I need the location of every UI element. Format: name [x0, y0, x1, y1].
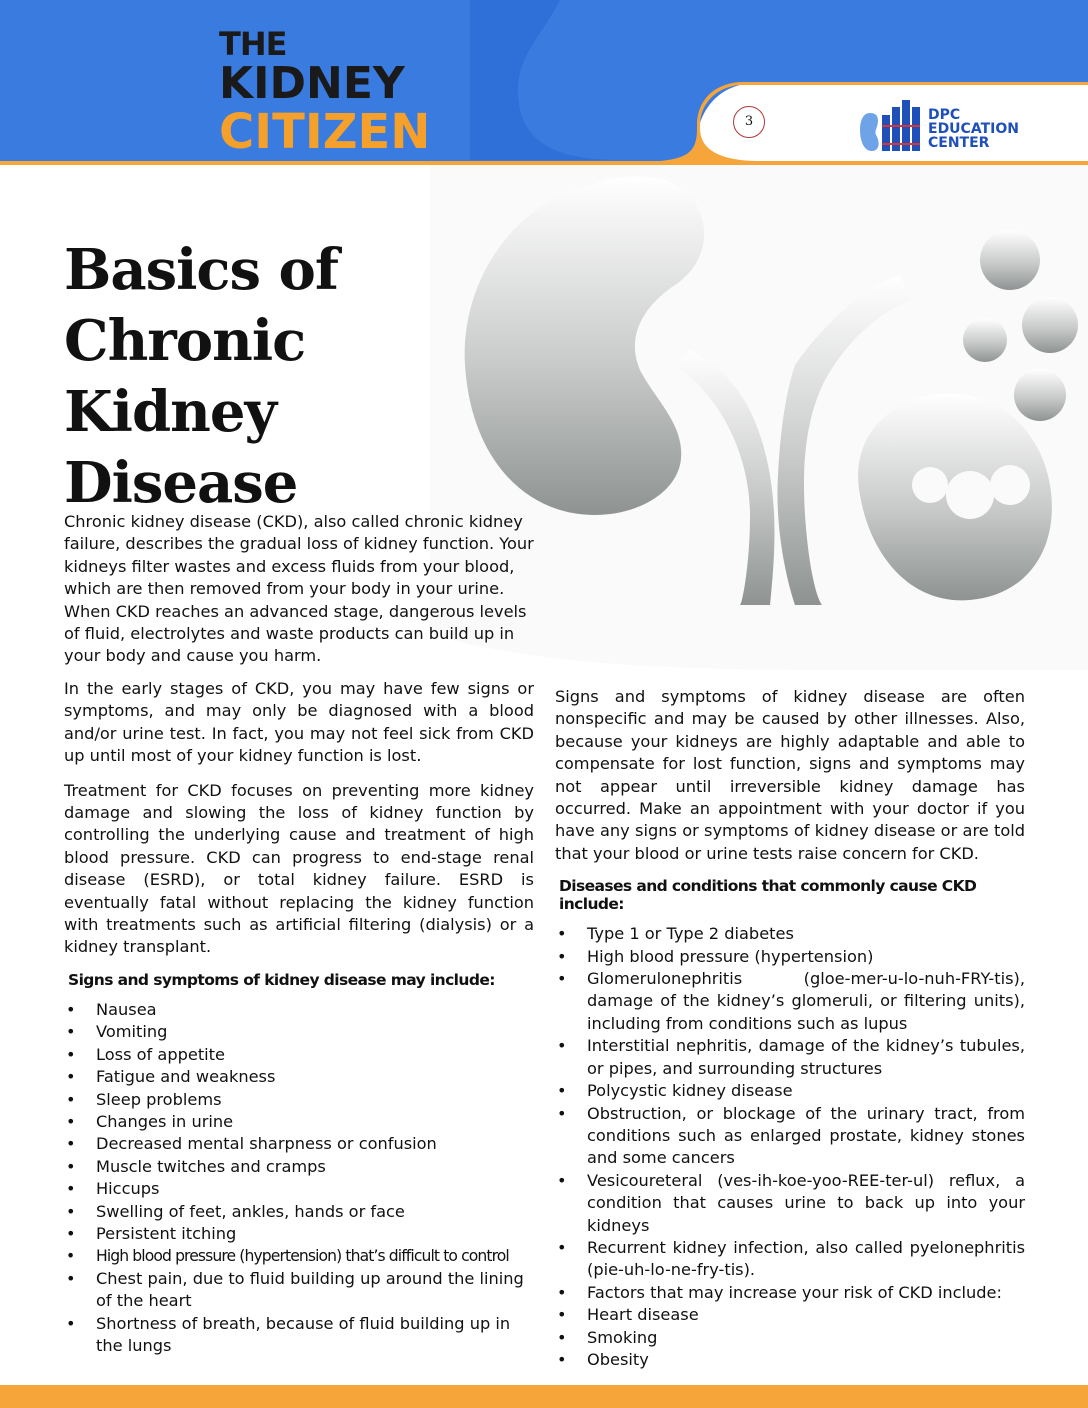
- list-item: • Changes in urine: [64, 1111, 534, 1133]
- list-item: • Swelling of feet, ankles, hands or face: [64, 1201, 534, 1223]
- symptoms-heading: Signs and symptoms of kidney disease may include:: [68, 970, 495, 989]
- list-item: • Interstitial nephritis, damage of the kidney’s tubules, or pipes, and surrounding structures: [555, 1035, 1025, 1080]
- partner-logo-line-2: EDUCATION: [928, 121, 1019, 137]
- list-item: • Smoking: [555, 1327, 1025, 1349]
- list-item: • Vomiting: [64, 1021, 534, 1043]
- title-line: Basics of: [64, 237, 338, 303]
- list-item: • Obesity: [555, 1349, 1025, 1371]
- list-item: • Decreased mental sharpness or confusion: [64, 1133, 534, 1155]
- logo-the: THE: [219, 25, 287, 63]
- list-item: • Polycystic kidney disease: [555, 1080, 1025, 1102]
- list-item: • Type 1 or Type 2 diabetes: [555, 923, 1025, 945]
- intro-paragraph: Chronic kidney disease (CKD), also called chronic kidney failure, describes the gradual loss of kidney function. Your kidneys filter wastes and excess fluids from your blood, which are then removed from your body in your urine. When CKD reaches an advanced stage, dangerous levels of fluid, electrolytes and waste products can build up in your body and cause you harm.: [64, 512, 534, 666]
- list-item: • High blood pressure (hypertension) that’s difficult to control: [64, 1245, 534, 1267]
- page-header: [0, 0, 1088, 165]
- list-item: • Muscle twitches and cramps: [64, 1156, 534, 1178]
- causes-list: [555, 923, 1025, 1371]
- dpc-logo-icon: [860, 95, 926, 155]
- article-title: [64, 235, 338, 519]
- page-number: 3: [733, 106, 765, 138]
- list-item: • High blood pressure (hypertension): [555, 946, 1025, 968]
- list-item: • Recurrent kidney infection, also called pyelonephritis (pie-uh-lo-ne-fry-tis).: [555, 1237, 1025, 1282]
- paragraph-nonspecific-signs: Signs and symptoms of kidney disease are often nonspecific and may be caused by other illnesses. Also, because your kidneys are highly adaptable and able to compensate for lost function, signs and symptoms may not appear until irreversible kidney damage has occurred. Make an appointment with your doctor if you have any signs or symptoms of kidney disease or are told that your blood or urine tests raise concern for CKD.: [555, 687, 1025, 863]
- logo-kidney: KIDNEY: [219, 58, 405, 109]
- partner-logo-line-3: CENTER: [928, 135, 990, 151]
- title-line: Kidney: [64, 379, 276, 445]
- left-column: [64, 678, 534, 1357]
- list-item: • Vesicoureteral (ves-ih-koe-yoo-REE-ter-ul) reflux, a condition that causes urine to back up into your kidneys: [555, 1170, 1025, 1237]
- right-column: [555, 686, 1025, 1371]
- footer-bar: [0, 1385, 1088, 1408]
- title-line: Chronic: [64, 308, 306, 374]
- list-item: • Sleep problems: [64, 1089, 534, 1111]
- list-item: • Heart disease: [555, 1304, 1025, 1326]
- partner-logo-line-1: DPC: [928, 107, 961, 123]
- title-line: Disease: [64, 450, 298, 516]
- paragraph-early-stages: In the early stages of CKD, you may have few signs or symptoms, and may only be diagnosed with a blood and/or urine test. In fact, you may not feel sick from CKD up until most of your kidney function is lost.: [64, 679, 534, 766]
- list-item: • Nausea: [64, 999, 534, 1021]
- list-item: • Obstruction, or blockage of the urinary tract, from conditions such as enlarged prostate, kidney stones and some cancers: [555, 1103, 1025, 1170]
- logo-citizen: CITIZEN: [219, 104, 431, 160]
- list-item: • Glomerulonephritis (gloe-mer-u-lo-nuh-FRY-tis), damage of the kidney’s glomeruli, or filtering units), including from conditions such as lupus: [555, 968, 1025, 1035]
- list-item: • Shortness of breath, because of fluid building up in the lungs: [64, 1313, 534, 1358]
- list-item: • Fatigue and weakness: [64, 1066, 534, 1088]
- list-item: • Chest pain, due to fluid building up around the lining of the heart: [64, 1268, 534, 1313]
- list-item: • Persistent itching: [64, 1223, 534, 1245]
- symptoms-list: [64, 999, 534, 1358]
- list-item: • Loss of appetite: [64, 1044, 534, 1066]
- list-item: • Hiccups: [64, 1178, 534, 1200]
- paragraph-treatment: Treatment for CKD focuses on preventing more kidney damage and slowing the loss of kidney function by controlling the underlying cause and treatment of high blood pressure. CKD can progress to end-stage renal disease (ESRD), or total kidney failure. ESRD is eventually fatal without replacing the kidney function with treatments such as artificial filtering (dialysis) or a kidney transplant.: [64, 780, 534, 957]
- list-item: • Factors that may increase your risk of CKD include:: [555, 1282, 1025, 1304]
- causes-heading: Diseases and conditions that commonly cause CKD include:: [559, 877, 977, 914]
